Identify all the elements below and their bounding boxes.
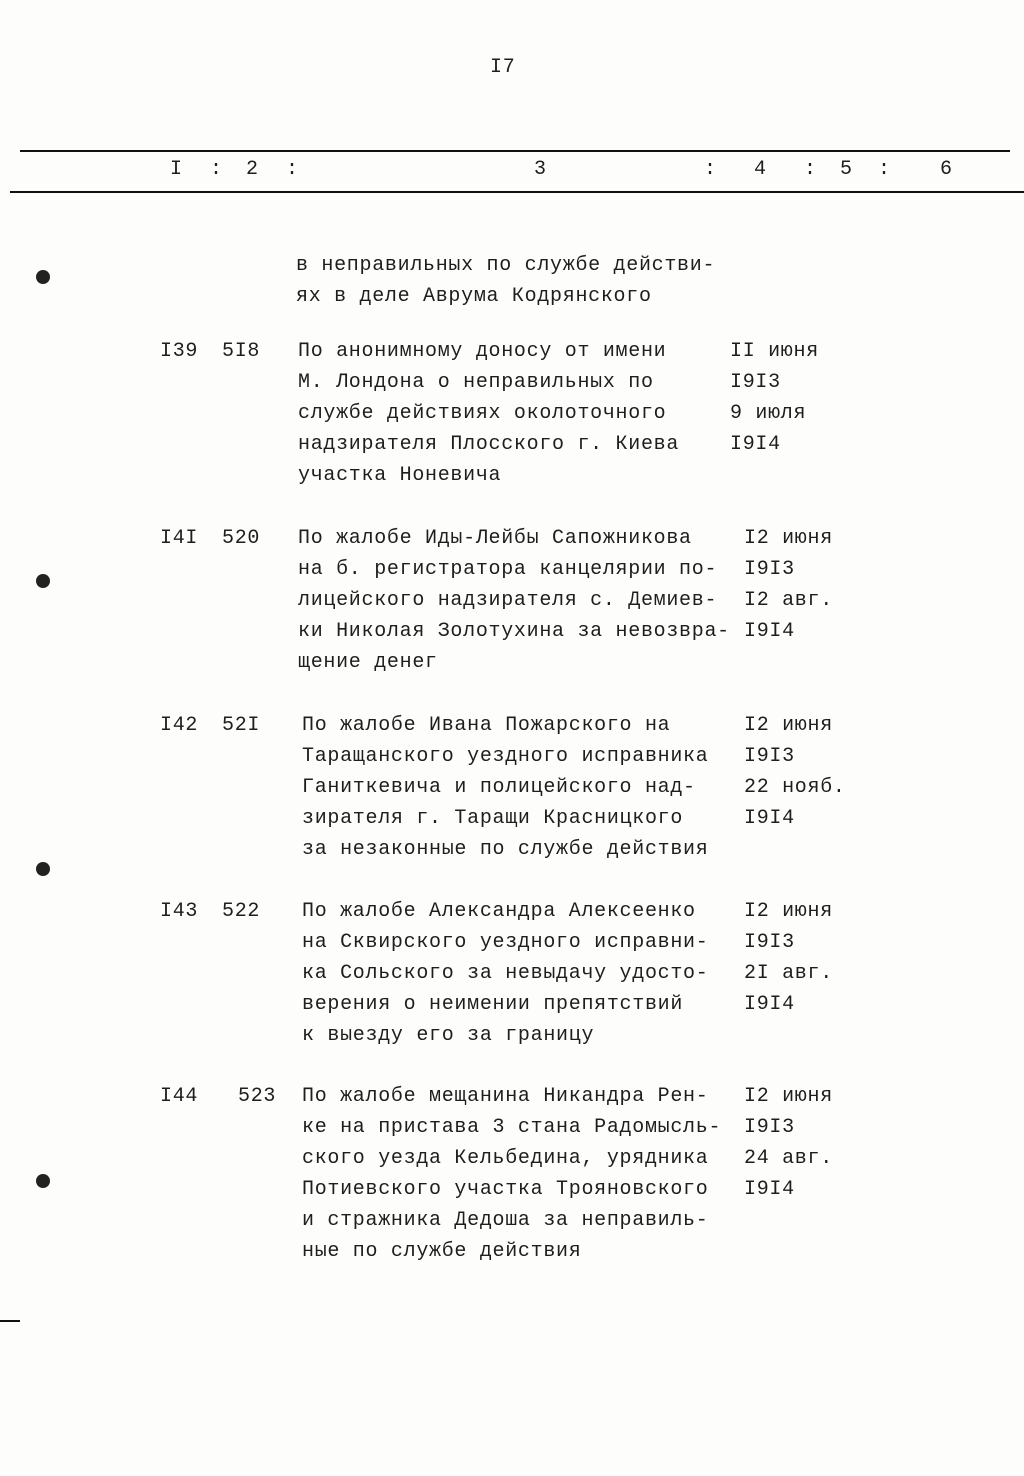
margin-mark: [0, 1320, 20, 1322]
date-line: I2 июня: [744, 900, 833, 923]
description-line: ки Николая Золотухина за невозвра-: [298, 620, 730, 643]
header-bottom-rule: [10, 191, 1024, 193]
description-line: ные по службе действия: [302, 1240, 582, 1263]
punch-hole: [36, 574, 50, 588]
description-line: на Сквирского уездного исправни-: [302, 931, 709, 954]
column-header-7: :: [804, 158, 817, 181]
date-line: I9I4: [744, 993, 795, 1016]
column-header-8: 5: [840, 158, 853, 181]
date-line: 22 нояб.: [744, 776, 846, 799]
punch-hole: [36, 1174, 50, 1188]
description-line: М. Лондона о неправильных по: [298, 371, 654, 394]
description-line: в неправильных по службе действи-: [296, 254, 716, 277]
description-line: и стражника Дедоша за неправиль-: [302, 1209, 709, 1232]
date-line: I2 авг.: [744, 589, 833, 612]
description-line: Ганиткевича и полицейского над-: [302, 776, 696, 799]
column-header-5: :: [704, 158, 717, 181]
description-line: ях в деле Аврума Кодрянского: [296, 285, 652, 308]
description-line: ского уезда Кельбедина, урядника: [302, 1147, 709, 1170]
description-line: за незаконные по службе действия: [302, 838, 709, 861]
description-line: По анонимному доносу от имени: [298, 340, 667, 363]
file-number: 520: [222, 527, 261, 550]
date-line: II июня: [730, 340, 819, 363]
description-line: участка Ноневича: [298, 464, 502, 487]
description-line: зирателя г. Таращи Красницкого: [302, 807, 684, 830]
file-number: 52I: [222, 714, 261, 737]
description-line: ка Сольского за невыдачу удосто-: [302, 962, 709, 985]
column-header-9: :: [878, 158, 891, 181]
date-line: I2 июня: [744, 527, 833, 550]
column-header-1: :: [210, 158, 223, 181]
date-line: I9I3: [744, 931, 795, 954]
description-line: щение денег: [298, 651, 438, 674]
entry-number: I39: [160, 340, 199, 363]
file-number: 522: [222, 900, 261, 923]
entry-number: I42: [160, 714, 199, 737]
column-header-2: 2: [246, 158, 259, 181]
description-line: Потиевского участка Трояновского: [302, 1178, 709, 1201]
date-line: I9I4: [744, 1178, 795, 1201]
date-line: I9I3: [744, 745, 795, 768]
description-line: верения о неимении препятствий: [302, 993, 684, 1016]
description-line: По жалобе Александра Алексеенко: [302, 900, 696, 923]
date-line: I9I4: [744, 807, 795, 830]
date-line: 9 июля: [730, 402, 807, 425]
date-line: I9I3: [744, 558, 795, 581]
date-line: I9I3: [744, 1116, 795, 1139]
description-line: службе действиях околоточного: [298, 402, 667, 425]
column-header-0: I: [170, 158, 183, 181]
description-line: лицейского надзирателя с. Демиев-: [298, 589, 718, 612]
date-line: I9I3: [730, 371, 781, 394]
punch-hole: [36, 862, 50, 876]
file-number: 5I8: [222, 340, 261, 363]
date-line: I9I4: [730, 433, 781, 456]
entry-number: I44: [160, 1085, 199, 1108]
description-line: По жалобе Ивана Пожарского на: [302, 714, 671, 737]
column-header-10: 6: [940, 158, 953, 181]
description-line: надзирателя Плосского г. Киева: [298, 433, 680, 456]
entry-number: I4I: [160, 527, 199, 550]
punch-hole: [36, 270, 50, 284]
date-line: I9I4: [744, 620, 795, 643]
date-line: I2 июня: [744, 1085, 833, 1108]
column-header-4: 3: [534, 158, 547, 181]
entry-number: I43: [160, 900, 199, 923]
file-number: 523: [238, 1085, 277, 1108]
date-line: I2 июня: [744, 714, 833, 737]
page-number: I7: [490, 56, 516, 79]
description-line: ке на пристава 3 стана Радомысль-: [302, 1116, 722, 1139]
description-line: на б. регистратора канцелярии по-: [298, 558, 718, 581]
date-line: 2I авг.: [744, 962, 833, 985]
column-header-6: 4: [754, 158, 767, 181]
header-top-rule: [20, 150, 1010, 152]
description-line: к выезду его за границу: [302, 1024, 595, 1047]
description-line: По жалобе мещанина Никандра Рен-: [302, 1085, 709, 1108]
description-line: Таращанского уездного исправника: [302, 745, 709, 768]
description-line: По жалобе Иды-Лейбы Сапожникова: [298, 527, 692, 550]
column-header-3: :: [286, 158, 299, 181]
date-line: 24 авг.: [744, 1147, 833, 1170]
